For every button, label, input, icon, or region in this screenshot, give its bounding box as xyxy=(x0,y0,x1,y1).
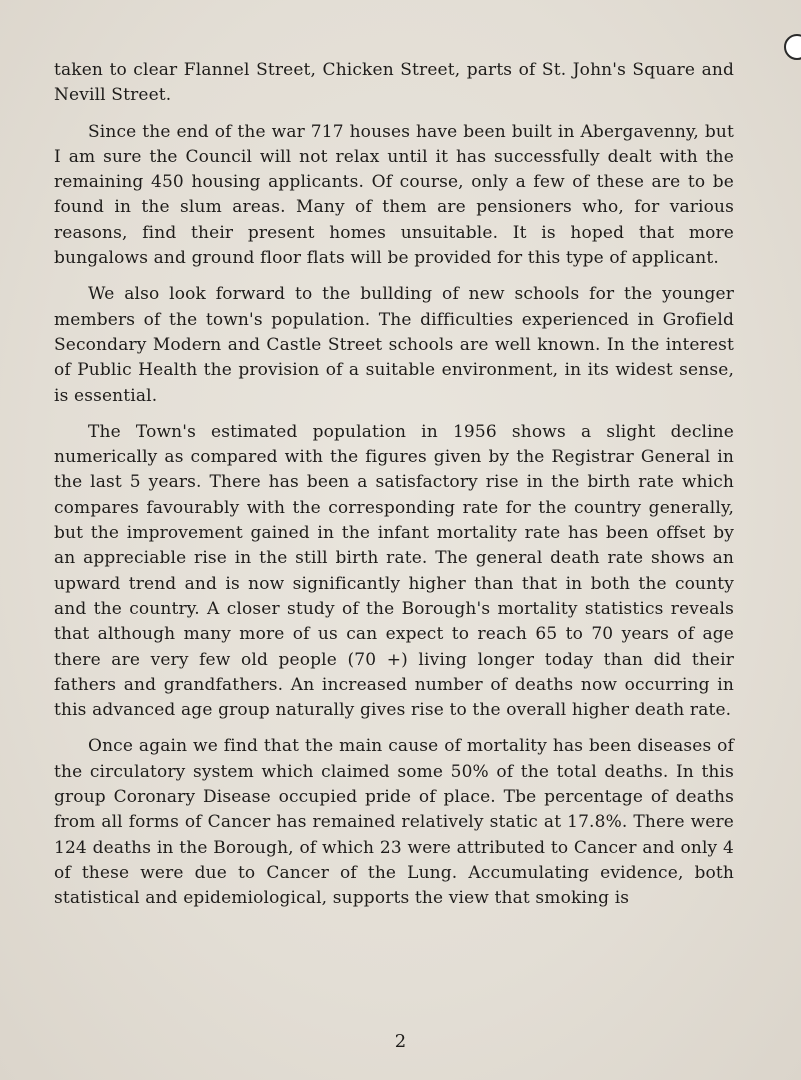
paragraph-population: The Town's estimated population in 1956 shows a slight decline numerically as compared with the figures given by the Registrar General in the last 5 years. There has been a satisfactory rise in the birth rate which compares favourably with the corresponding rate for the country generally, but the improvement gained in the infant mortality rate has been offset by an appreciable rise in the still birth rate. The general death rate shows an upward trend and is now significantly higher than that in both the county and the country. A closer study of the Borough's mortality statistics reveals that although many more of us can expect to reach 65 to 70 years of age there are very few old people (70 +) living longer today than did their fathers and grandfathers. An increased number of deaths now occurring in this advanced age group naturally gives rise to the overall higher death rate. xyxy=(54,421,734,721)
paragraph-housing: Since the end of the war 717 houses have been built in Abergavenny, but I am sure the Council will not relax until it has successfully dealt with the remaining 450 housing applicants. Of course, only a few of these are to be found in the slum areas. Many of them are pensioners who, for various reasons, find their present homes unsuitable. It is hoped that more bungalows and ground floor flats will be provided for this type of applicant. xyxy=(54,121,734,269)
paragraph-continuation: taken to clear Flannel Street, Chicken Street, parts of St. John's Square and Nevill Street. xyxy=(54,60,734,106)
paragraph-schools: We also look forward to the bullding of new schools for the younger members of the town's population. The difficulties experienced in Grofield Secondary Modern and Castle Street schools are well known. In the interest of Public Health the provision of a suitable environment, in its widest sense, is essential. xyxy=(54,284,734,406)
page-number: 2 xyxy=(394,1031,407,1052)
body-text xyxy=(54,58,734,923)
paragraph-mortality: Once again we find that the main cause of mortality has been diseases of the circulatory system which claimed some 50% of the total deaths. In this group Coronary Disease occupied pride of place. Tbe percentage of deaths from all forms of Cancer has remained relatively static at 17.8%. There were 124 deaths in the Borough, of which 23 were attributed to Cancer and only 4 of these were due to Cancer of the Lung. Accumulating evidence, both statistical and epidemiological, supports the view that smoking is xyxy=(54,736,734,909)
punch-hole xyxy=(784,34,801,60)
